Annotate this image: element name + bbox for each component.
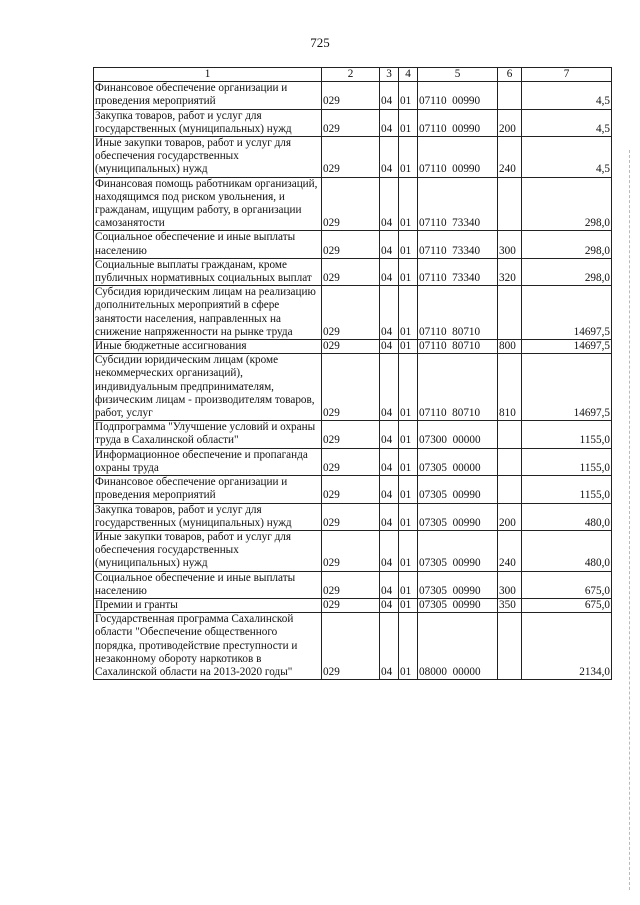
- row-section: 04: [380, 503, 399, 530]
- row-expense-type: [498, 613, 522, 680]
- table-row: [94, 340, 612, 354]
- row-target-article: 07300 00000: [418, 421, 498, 448]
- table-row: [94, 598, 612, 612]
- row-expense-type: 810: [498, 354, 522, 421]
- table-row: [94, 613, 612, 680]
- table-row: [94, 571, 612, 598]
- row-target-article: 07305 00000: [418, 448, 498, 475]
- row-target-article: 07305 00990: [418, 598, 498, 612]
- row-target-article: 07305 00990: [418, 571, 498, 598]
- row-section: 04: [380, 258, 399, 285]
- row-amount: 1155,0: [522, 448, 612, 475]
- row-subsection: 01: [399, 354, 418, 421]
- row-expense-type: 240: [498, 137, 522, 178]
- header-cell: 6: [498, 68, 522, 82]
- row-amount: 4,5: [522, 82, 612, 109]
- row-description: Иные бюджетные ассигнования: [94, 340, 322, 354]
- row-target-article: 07110 00990: [418, 82, 498, 109]
- row-description: Закупка товаров, работ и услуг для государственных (муниципальных) нужд: [94, 109, 322, 136]
- table-row: [94, 82, 612, 109]
- header-row: [94, 68, 612, 82]
- row-expense-type: 300: [498, 231, 522, 258]
- row-amount: 480,0: [522, 503, 612, 530]
- row-amount: 14697,5: [522, 286, 612, 340]
- row-amount: 2134,0: [522, 613, 612, 680]
- row-target-article: 07305 00990: [418, 530, 498, 571]
- row-target-article: 07305 00990: [418, 476, 498, 503]
- row-subsection: 01: [399, 448, 418, 475]
- row-subsection: 01: [399, 258, 418, 285]
- table-row: [94, 503, 612, 530]
- row-amount: 675,0: [522, 571, 612, 598]
- row-description: Субсидии юридическим лицам (кроме некоммерческих организаций), индивидуальным предпринимателям, физическим лицам - производителям товаров, работ, услуг: [94, 354, 322, 421]
- row-ministry-code: 029: [322, 231, 380, 258]
- row-target-article: 08000 00000: [418, 613, 498, 680]
- row-description: Социальные выплаты гражданам, кроме публичных нормативных социальных выплат: [94, 258, 322, 285]
- row-section: 04: [380, 137, 399, 178]
- row-amount: 298,0: [522, 258, 612, 285]
- row-expense-type: 320: [498, 258, 522, 285]
- table-row: [94, 177, 612, 231]
- table-row: [94, 448, 612, 475]
- row-target-article: 07110 00990: [418, 137, 498, 178]
- row-subsection: 01: [399, 613, 418, 680]
- row-subsection: 01: [399, 598, 418, 612]
- header-cell: 7: [522, 68, 612, 82]
- header-cell: 1: [94, 68, 322, 82]
- row-subsection: 01: [399, 503, 418, 530]
- row-subsection: 01: [399, 530, 418, 571]
- row-expense-type: 300: [498, 571, 522, 598]
- table-row: [94, 530, 612, 571]
- row-expense-type: [498, 448, 522, 475]
- row-description: Социальное обеспечение и иные выплаты населению: [94, 571, 322, 598]
- row-ministry-code: 029: [322, 82, 380, 109]
- row-target-article: 07110 73340: [418, 258, 498, 285]
- row-amount: 675,0: [522, 598, 612, 612]
- row-expense-type: 200: [498, 109, 522, 136]
- row-description: Социальное обеспечение и иные выплаты населению: [94, 231, 322, 258]
- row-ministry-code: 029: [322, 340, 380, 354]
- row-subsection: 01: [399, 109, 418, 136]
- row-target-article: 07110 80710: [418, 354, 498, 421]
- row-section: 04: [380, 82, 399, 109]
- budget-table: [93, 67, 612, 680]
- row-expense-type: 350: [498, 598, 522, 612]
- row-subsection: 01: [399, 82, 418, 109]
- row-ministry-code: 029: [322, 613, 380, 680]
- row-amount: 298,0: [522, 177, 612, 231]
- row-section: 04: [380, 476, 399, 503]
- row-target-article: 07305 00990: [418, 503, 498, 530]
- row-amount: 1155,0: [522, 421, 612, 448]
- row-ministry-code: 029: [322, 530, 380, 571]
- row-subsection: 01: [399, 137, 418, 178]
- row-description: Финансовое обеспечение организации и проведения мероприятий: [94, 82, 322, 109]
- row-amount: 4,5: [522, 137, 612, 178]
- header-cell: 2: [322, 68, 380, 82]
- row-section: 04: [380, 613, 399, 680]
- row-subsection: 01: [399, 286, 418, 340]
- row-description: Премии и гранты: [94, 598, 322, 612]
- row-amount: 480,0: [522, 530, 612, 571]
- row-description: Субсидия юридическим лицам на реализацию дополнительных мероприятий в сфере занятости населения, направленных на снижение напряженности на рынке труда: [94, 286, 322, 340]
- row-ministry-code: 029: [322, 476, 380, 503]
- row-section: 04: [380, 530, 399, 571]
- row-description: Государственная программа Сахалинской области "Обеспечение общественного порядка, противодействие преступности и незаконному обороту наркотиков в Сахалинской области на 2013-2020 годы": [94, 613, 322, 680]
- row-ministry-code: 029: [322, 571, 380, 598]
- row-section: 04: [380, 448, 399, 475]
- row-expense-type: [498, 177, 522, 231]
- row-ministry-code: 029: [322, 354, 380, 421]
- row-ministry-code: 029: [322, 421, 380, 448]
- table-row: [94, 231, 612, 258]
- row-expense-type: [498, 476, 522, 503]
- table-row: [94, 354, 612, 421]
- row-description: Иные закупки товаров, работ и услуг для обеспечения государственных (муниципальных) нужд: [94, 137, 322, 178]
- row-section: 04: [380, 340, 399, 354]
- header-cell: 4: [399, 68, 418, 82]
- row-section: 04: [380, 598, 399, 612]
- scan-edge-marks: [629, 150, 634, 890]
- row-target-article: 07110 80710: [418, 340, 498, 354]
- table-row: [94, 109, 612, 136]
- row-ministry-code: 029: [322, 448, 380, 475]
- row-section: 04: [380, 286, 399, 340]
- row-description: Закупка товаров, работ и услуг для государственных (муниципальных) нужд: [94, 503, 322, 530]
- row-subsection: 01: [399, 421, 418, 448]
- row-amount: 4,5: [522, 109, 612, 136]
- row-expense-type: 200: [498, 503, 522, 530]
- row-ministry-code: 029: [322, 286, 380, 340]
- row-expense-type: 240: [498, 530, 522, 571]
- row-ministry-code: 029: [322, 137, 380, 178]
- row-section: 04: [380, 571, 399, 598]
- row-amount: 14697,5: [522, 340, 612, 354]
- table-row: [94, 258, 612, 285]
- table-body: [94, 82, 612, 680]
- row-ministry-code: 029: [322, 177, 380, 231]
- row-subsection: 01: [399, 476, 418, 503]
- row-target-article: 07110 00990: [418, 109, 498, 136]
- row-subsection: 01: [399, 231, 418, 258]
- table-row: [94, 476, 612, 503]
- row-section: 04: [380, 177, 399, 231]
- row-expense-type: [498, 421, 522, 448]
- row-description: Подпрограмма "Улучшение условий и охраны труда в Сахалинской области": [94, 421, 322, 448]
- row-target-article: 07110 80710: [418, 286, 498, 340]
- row-description: Информационное обеспечение и пропаганда охраны труда: [94, 448, 322, 475]
- row-target-article: 07110 73340: [418, 177, 498, 231]
- row-section: 04: [380, 231, 399, 258]
- row-ministry-code: 029: [322, 109, 380, 136]
- row-ministry-code: 029: [322, 598, 380, 612]
- header-cell: 5: [418, 68, 498, 82]
- row-amount: 14697,5: [522, 354, 612, 421]
- row-ministry-code: 029: [322, 258, 380, 285]
- row-section: 04: [380, 354, 399, 421]
- row-subsection: 01: [399, 340, 418, 354]
- table-row: [94, 286, 612, 340]
- row-expense-type: [498, 286, 522, 340]
- row-description: Иные закупки товаров, работ и услуг для обеспечения государственных (муниципальных) нужд: [94, 530, 322, 571]
- table-row: [94, 421, 612, 448]
- row-subsection: 01: [399, 571, 418, 598]
- table-row: [94, 137, 612, 178]
- row-ministry-code: 029: [322, 503, 380, 530]
- row-amount: 1155,0: [522, 476, 612, 503]
- row-expense-type: [498, 82, 522, 109]
- page-number: 725: [310, 35, 330, 50]
- header-cell: 3: [380, 68, 399, 82]
- row-description: Финансовая помощь работникам организаций, находящимся под риском увольнения, и гражданам, ищущим работу, в организации самозанятости: [94, 177, 322, 231]
- row-subsection: 01: [399, 177, 418, 231]
- row-description: Финансовое обеспечение организации и проведения мероприятий: [94, 476, 322, 503]
- row-section: 04: [380, 421, 399, 448]
- row-target-article: 07110 73340: [418, 231, 498, 258]
- row-amount: 298,0: [522, 231, 612, 258]
- row-section: 04: [380, 109, 399, 136]
- row-expense-type: 800: [498, 340, 522, 354]
